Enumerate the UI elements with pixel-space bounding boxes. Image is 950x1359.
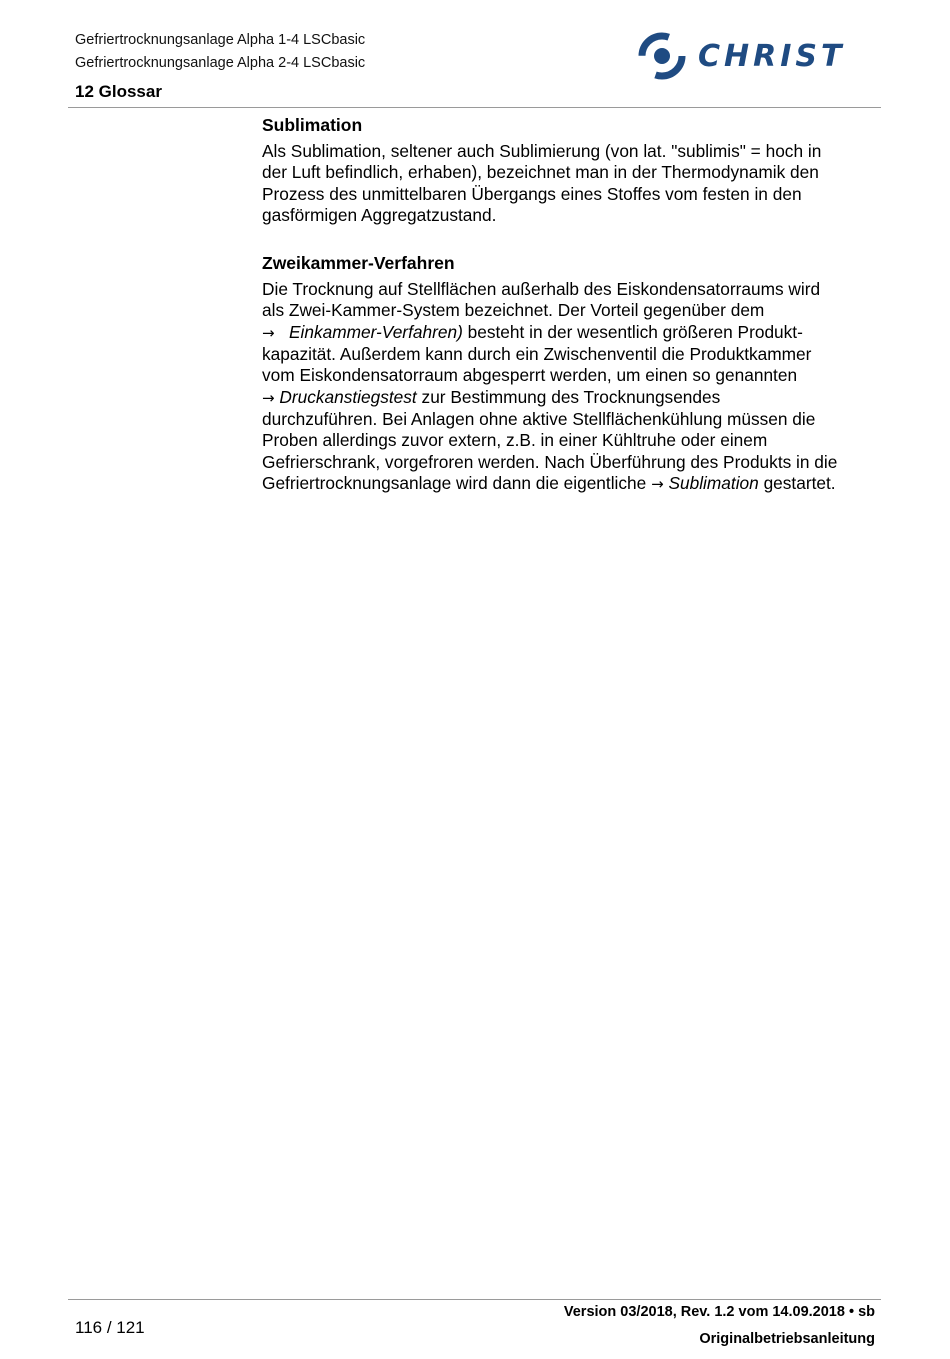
glossary-entry-sublimation	[262, 113, 882, 226]
arrow-icon: →	[262, 388, 275, 407]
body-line: Als Sublimation, seltener auch Sublimierung (von lat. "sublimis" = hoch in	[262, 141, 822, 161]
chapter-title: 12 Glossar	[75, 82, 162, 101]
body-line: Prozess des unmittelbaren Übergangs eines Stoffes vom festen in den	[262, 183, 802, 204]
page-number: 116 / 121	[75, 1318, 145, 1337]
product-line-2: Gefriertrocknungsanlage Alpha 2-4 LSCbasic	[75, 55, 366, 71]
swirl-logo-icon	[642, 36, 682, 76]
body-line: gasförmigen Aggregatzustand.	[262, 204, 497, 225]
body-line: der Luft befindlich, erhaben), bezeichnet man in der Thermodynamik den	[262, 162, 819, 183]
arrow-icon: →	[262, 323, 275, 342]
entry-title: Zweikammer-Verfahren	[262, 253, 455, 274]
manual-type: Originalbetriebsanleitung	[699, 1331, 875, 1347]
body-line: Proben allerdings zuvor extern, z.B. in einer Kühltruhe oder einem	[262, 430, 768, 451]
entry-body	[262, 279, 882, 495]
body-line	[262, 322, 882, 344]
body-line: Die Trocknung auf Stellflächen außerhalb des Eiskondensatorraums wird	[262, 279, 821, 300]
body-text: Gefriertrocknungsanlage wird dann die eigentliche	[262, 472, 652, 493]
body-line: vom Eiskondensatorraum abgesperrt werden, um einen so genannten	[262, 365, 798, 386]
body-line: als Zwei-Kammer-System bezeichnet. Der Vorteil gegenüber dem	[262, 300, 765, 321]
glossary-entry-zweikammer	[262, 251, 882, 495]
body-line	[262, 473, 882, 495]
footer-divider	[68, 1299, 881, 1300]
logo-wordmark: CHRIST	[698, 39, 846, 74]
version-info: Version 03/2018, Rev. 1.2 vom 14.09.2018 • sb	[563, 1304, 875, 1320]
christ-logo	[636, 30, 878, 82]
arrow-icon: →	[651, 474, 664, 493]
entry-body	[262, 141, 882, 226]
body-text: zur Bestimmung des Trocknungsendes	[416, 386, 721, 407]
header-divider	[68, 107, 881, 108]
body-text: besteht in der wesentlich größeren Produkt-	[462, 321, 803, 342]
body-line: durchzuführen. Bei Anlagen ohne aktive Stellflächenkühlung müssen die	[262, 408, 816, 429]
cross-reference-sublimation: Sublimation	[668, 472, 759, 493]
cross-reference-druckanstiegstest: Druckanstiegstest	[279, 386, 417, 407]
body-line: Gefrierschrank, vorgefroren werden. Nach Überführung des Produkts in die	[262, 451, 838, 472]
body-line	[262, 387, 882, 409]
body-text: gestartet.	[758, 472, 836, 493]
glossary-content	[262, 113, 882, 495]
product-line-1: Gefriertrocknungsanlage Alpha 1-4 LSCbasic	[75, 32, 366, 48]
entry-title: Sublimation	[262, 115, 363, 135]
cross-reference-einkammer: Einkammer-Verfahren)	[288, 321, 463, 342]
body-line: kapazität. Außerdem kann durch ein Zwischenventil die Produktkammer	[262, 344, 812, 365]
